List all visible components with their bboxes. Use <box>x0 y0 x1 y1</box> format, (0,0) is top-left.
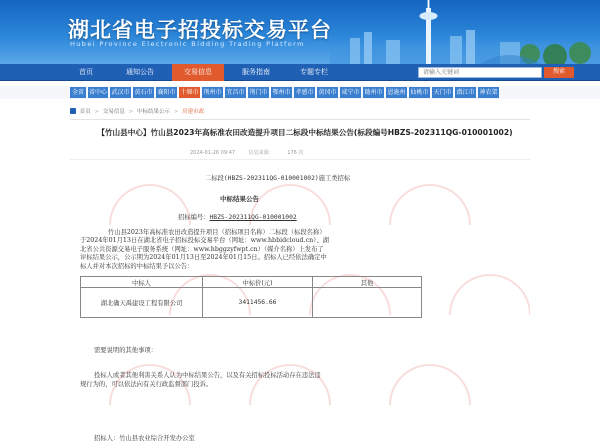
breadcrumb-category[interactable]: 房建市政 <box>182 109 205 115</box>
region-item-selected[interactable]: 十堰市 <box>180 89 199 96</box>
city-skyline-image <box>330 0 600 64</box>
search-button[interactable]: 搜索 <box>544 67 574 78</box>
other-cell <box>313 288 422 318</box>
site-subtitle: Hubei Province Electronic Bidding Trading Platform <box>70 40 305 48</box>
publish-date: 2024-01-26 09:47 <box>190 150 236 156</box>
nav-home[interactable]: 首页 <box>79 68 93 76</box>
region-item[interactable]: 省中心 <box>88 89 107 96</box>
region-item[interactable]: 咸宁市 <box>341 89 360 96</box>
document-section-title: 二标段(HBZS-202311QG-010001002)施工类招标 <box>205 175 351 182</box>
region-item[interactable]: 荆门市 <box>249 89 268 96</box>
tender-number-label: 招标编号： <box>178 214 210 221</box>
region-item[interactable]: 黄石市 <box>134 89 153 96</box>
announcement-paragraph <box>80 229 422 271</box>
complaint-paragraph <box>80 371 422 389</box>
nav-special-topics[interactable]: 专题专栏 <box>300 68 328 76</box>
region-item[interactable]: 潜江市 <box>456 89 475 96</box>
table-header-row <box>81 277 422 288</box>
region-item[interactable]: 孝感市 <box>295 89 314 96</box>
breadcrumb-trading-info[interactable]: 交易信息 <box>102 109 125 115</box>
breadcrumb-separator: > <box>94 109 100 115</box>
source-label: 信息来源： <box>248 150 274 156</box>
region-item[interactable]: 荆州市 <box>203 89 222 96</box>
tender-number <box>178 212 297 221</box>
paragraph-line: 于2024年01月13日在湖北省电子招标投标交易平台（网址：www.hbbidcloud.cn）、湖 <box>80 237 329 245</box>
table-row <box>81 288 422 318</box>
article-meta <box>190 149 420 156</box>
paragraph-line: 评标结果公示，公示期为2024年01月13日至2024年01月15日。招标人已经依法确定中 <box>80 254 327 262</box>
paragraph-line: 标人并对本次招标的中标结果予以公告： <box>80 262 194 270</box>
region-item[interactable]: 仙桃市 <box>410 89 429 96</box>
winning-price-cell: 3411456.66 <box>203 288 313 318</box>
region-item[interactable]: 鄂州市 <box>272 89 291 96</box>
region-item[interactable]: 天门市 <box>433 89 452 96</box>
breadcrumb-separator: > <box>128 109 134 115</box>
region-item[interactable]: 襄阳市 <box>157 89 176 96</box>
site-title: 湖北省电子招投标交易平台 <box>68 18 332 42</box>
region-item[interactable]: 宜昌市 <box>226 89 245 96</box>
header-banner <box>0 0 600 64</box>
table-header-cell: 中标价(元) <box>203 277 313 288</box>
nav-trading-info[interactable]: 交易信息 <box>172 64 224 81</box>
other-matters-label: 需要说明的其他事项： <box>94 347 157 354</box>
view-count: 176 次 <box>287 150 304 156</box>
tenderer-line: 招标人：竹山县农业综合开发办公室 <box>94 435 195 442</box>
tender-number-value: HBZS-202311QG-010001002 <box>209 214 297 221</box>
table-header-cell: 中标人 <box>81 277 203 288</box>
region-item[interactable]: 武汉市 <box>111 89 130 96</box>
paragraph-line: 规行为的，可以依法向有关行政监督部门投诉。 <box>80 381 213 388</box>
divider <box>70 119 530 120</box>
paragraph-line: 竹山县2023年高标准农田改造提升项目（招标项目名称）二标段（标段名称） <box>108 229 326 236</box>
document-heading: 中标结果公告 <box>220 195 259 203</box>
main-navigation <box>0 64 600 81</box>
region-item[interactable]: 恩施州 <box>387 89 406 96</box>
table-header-cell: 其他 <box>313 277 422 288</box>
article-title: 【竹山县中心】竹山县2023年高标准农田改造提升项目二标段中标结果公告(标段编号HBZS-202311QG-010001002) <box>97 128 513 137</box>
breadcrumb-separator: > <box>173 109 179 115</box>
nav-service-guide[interactable]: 服务指南 <box>242 68 270 76</box>
divider <box>70 159 530 160</box>
search-input[interactable] <box>418 67 542 78</box>
breadcrumb-home[interactable]: 首页 <box>79 109 91 115</box>
winning-bid-table <box>80 276 422 318</box>
home-icon <box>70 108 76 114</box>
region-item[interactable]: 黄冈市 <box>318 89 337 96</box>
breadcrumb <box>70 107 206 117</box>
region-bar <box>0 86 600 99</box>
paragraph-line: 北省公共资源交易电子服务系统（网址：www.hbggzyfwpt.cn）（媒介名称）上发布了 <box>80 245 324 253</box>
winning-bidder-cell: 湖北确天禹建设工程有限公司 <box>81 288 203 318</box>
paragraph-line: 投标人或者其他利害关系人认为中标结果公告，以及有关招标投标活动存在违法违 <box>94 372 321 379</box>
region-item[interactable]: 全省 <box>71 89 84 96</box>
nav-notices[interactable]: 通知公告 <box>126 68 154 76</box>
region-item[interactable]: 神农架 <box>479 89 498 96</box>
breadcrumb-result-notice[interactable]: 中标结果公示 <box>137 109 171 115</box>
region-item[interactable]: 随州市 <box>364 89 383 96</box>
